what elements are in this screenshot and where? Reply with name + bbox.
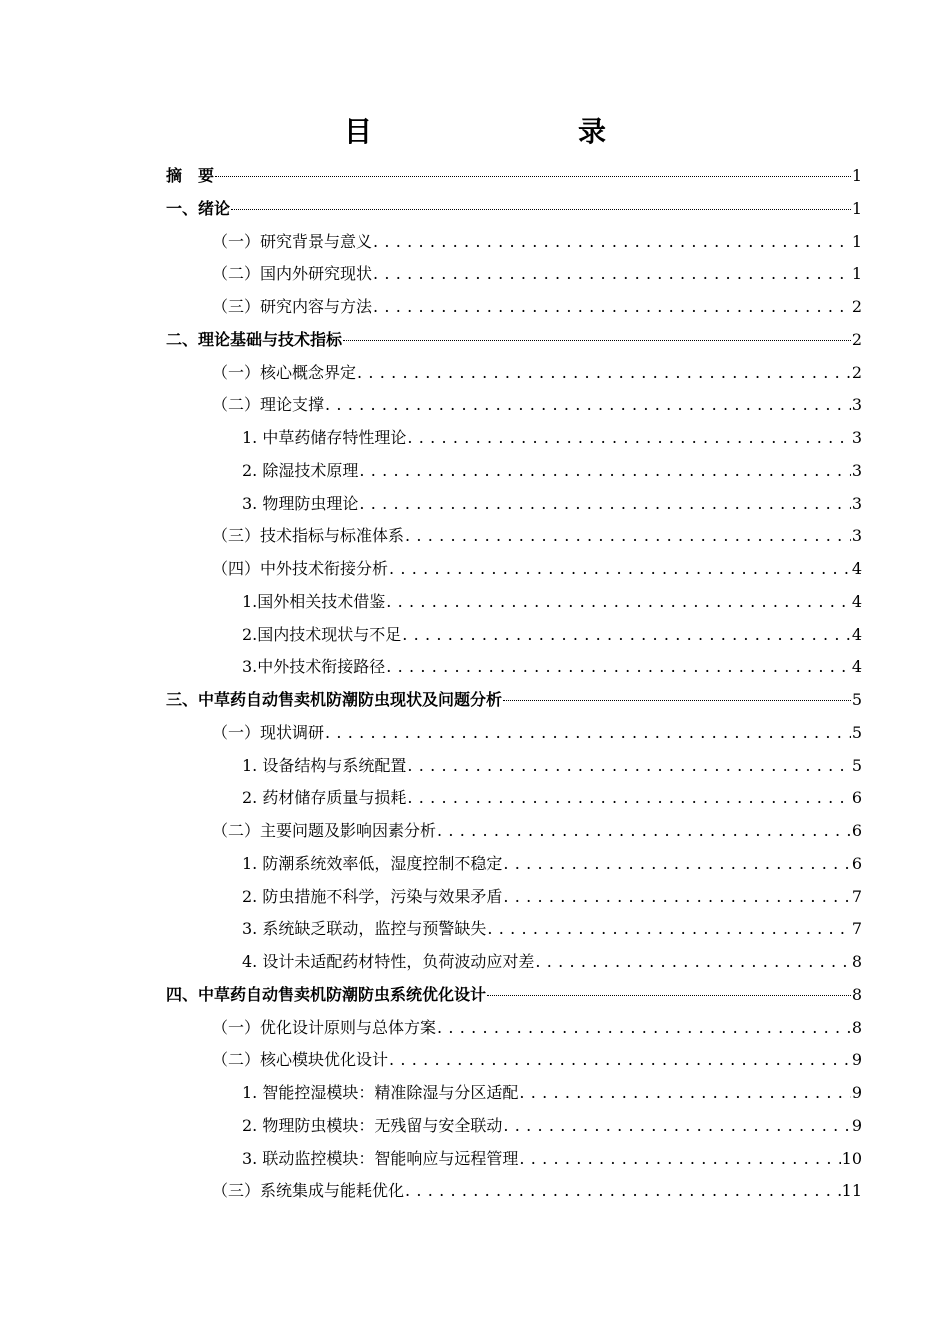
toc-entry-label: （一）优化设计原则与总体方案 [212, 1017, 437, 1037]
toc-entry[interactable] [166, 1044, 862, 1077]
toc-page-number: 8 [851, 984, 862, 1004]
toc-entry[interactable] [166, 324, 862, 357]
toc-entry-label: 4. 设计未适配药材特性，负荷波动应对差 [242, 952, 535, 971]
toc-entry-label: （一）研究背景与意义 [212, 231, 373, 251]
toc-entry-label: （四）中外技术衔接分析 [212, 559, 389, 578]
toc-entry-label: （二）主要问题及影响因素分析 [212, 821, 437, 840]
toc-entry[interactable] [166, 651, 862, 684]
toc-dot-leader [503, 699, 851, 701]
toc-dot-leader [389, 553, 851, 586]
toc-page-number: 8 [851, 1017, 862, 1037]
toc-page-number: 3 [851, 395, 862, 415]
toc-dot-leader [231, 208, 851, 210]
toc-dot-leader [519, 1143, 840, 1176]
toc-entry-label: 1.国外相关技术借鉴 [242, 591, 386, 611]
toc-entry[interactable] [166, 619, 862, 652]
toc-dot-leader [386, 586, 851, 619]
toc-dot-leader [357, 357, 851, 390]
toc-entry-label: 2. 防虫措施不科学，污染与效果矛盾 [242, 886, 503, 906]
toc-entry[interactable] [166, 291, 862, 324]
toc-page-number: 4 [851, 591, 862, 611]
toc-dot-leader [325, 389, 851, 422]
toc-page-number: 3 [851, 428, 862, 447]
toc-dot-leader [405, 1175, 841, 1208]
toc-entry[interactable] [166, 1143, 862, 1176]
toc-entry-label: （二）核心模块优化设计 [212, 1050, 389, 1070]
toc-page-number: 11 [841, 1181, 862, 1201]
toc-page-number: 2 [851, 362, 862, 382]
toc-entry-label: 2.国内技术现状与不足 [242, 624, 402, 644]
toc-entry[interactable] [166, 1077, 862, 1110]
toc-dot-leader [407, 782, 850, 815]
toc-dot-leader [487, 913, 850, 946]
toc-entry[interactable] [166, 586, 862, 619]
toc-page-number: 4 [851, 559, 862, 578]
toc-page-number: 1 [851, 264, 862, 284]
toc-entry[interactable] [166, 1012, 862, 1045]
toc-entry-label: （二）国内外研究现状 [212, 264, 373, 284]
toc-dot-leader [386, 651, 851, 684]
toc-page-number: 4 [851, 624, 862, 644]
toc-page-number: 3 [851, 460, 862, 480]
toc-entry[interactable] [166, 1175, 862, 1208]
toc-page-number: 5 [851, 755, 862, 775]
toc-page-number: 10 [841, 1148, 862, 1168]
toc-dot-leader [373, 258, 851, 291]
toc-page-number: 9 [851, 1115, 862, 1135]
toc-entry-label: 3. 物理防虫理论 [242, 493, 359, 513]
toc-dot-leader [437, 1012, 851, 1045]
toc-entry-label: （一）核心概念界定 [212, 362, 357, 382]
toc-page-number: 1 [851, 198, 862, 218]
toc-page-number: 9 [851, 1083, 862, 1102]
toc-title: 目 录 [343, 115, 656, 148]
toc-page-number: 5 [851, 690, 862, 709]
toc-entry-label: （三）技术指标与标准体系 [212, 526, 405, 546]
toc-entry-label: 三、中草药自动售卖机防潮防虫现状及问题分析 [166, 690, 503, 709]
toc-page-number: 2 [851, 297, 862, 316]
toc-entry-label: 摘 要 [166, 166, 215, 185]
toc-entry-label: 3.中外技术衔接路径 [242, 657, 386, 677]
toc-entry-label: 3. 联动监控模块：智能响应与远程管理 [242, 1148, 519, 1168]
toc-dot-leader [325, 717, 851, 750]
toc-entry[interactable] [166, 1110, 862, 1143]
toc-dot-leader [359, 488, 850, 521]
toc-page-number: 4 [851, 657, 862, 677]
toc-entry[interactable] [166, 389, 862, 422]
toc-dot-leader [359, 455, 850, 488]
toc-page-number: 6 [851, 853, 862, 873]
toc-page-number: 1 [851, 166, 862, 185]
toc-entry[interactable] [166, 160, 862, 193]
toc-entry[interactable] [166, 782, 862, 815]
toc-dot-leader [519, 1077, 850, 1110]
toc-dot-leader [503, 1110, 850, 1143]
toc-dot-leader [402, 619, 851, 652]
toc-dot-leader [405, 520, 851, 553]
toc-entry[interactable] [166, 193, 862, 226]
toc-entry[interactable] [166, 553, 862, 586]
toc-entry[interactable] [166, 422, 862, 455]
toc-dot-leader [389, 1044, 851, 1077]
toc-entry-label: 1. 中草药储存特性理论 [242, 428, 407, 447]
toc-entry[interactable] [166, 455, 862, 488]
toc-dot-leader [437, 815, 851, 848]
toc-entry[interactable] [166, 750, 862, 783]
toc-entry[interactable] [166, 979, 862, 1012]
toc-entry[interactable] [166, 520, 862, 553]
toc-entry-label: 3. 系统缺乏联动，监控与预警缺失 [242, 919, 487, 939]
toc-entry[interactable] [166, 717, 862, 750]
toc-entry[interactable] [166, 946, 862, 979]
toc-entry[interactable] [166, 913, 862, 946]
toc-page-number: 7 [851, 886, 862, 906]
toc-entry-label: 2. 除湿技术原理 [242, 460, 359, 480]
toc-dot-leader [407, 422, 850, 455]
toc-entry[interactable] [166, 258, 862, 291]
toc-entry[interactable] [166, 815, 862, 848]
toc-entry-label: （三）研究内容与方法 [212, 297, 373, 316]
toc-entry[interactable] [166, 488, 862, 521]
toc-list [166, 160, 862, 1208]
toc-entry-label: 二、理论基础与技术指标 [166, 329, 343, 349]
toc-entry-label: （一）现状调研 [212, 722, 325, 742]
toc-page-number: 1 [851, 231, 862, 251]
toc-entry[interactable] [166, 226, 862, 259]
toc-entry-label: （二）理论支撑 [212, 395, 325, 415]
toc-entry-label: 四、中草药自动售卖机防潮防虫系统优化设计 [166, 984, 487, 1004]
toc-page-number: 7 [851, 919, 862, 939]
toc-dot-leader [407, 750, 850, 783]
toc-entry[interactable] [166, 357, 862, 390]
toc-dot-leader [373, 226, 851, 259]
toc-entry-label: 一、绪论 [166, 198, 231, 218]
toc-entry[interactable] [166, 848, 862, 881]
toc-dot-leader [373, 291, 851, 324]
toc-page-number: 6 [851, 788, 862, 808]
toc-dot-leader [503, 848, 850, 881]
toc-entry-label: 1. 设备结构与系统配置 [242, 755, 407, 775]
toc-entry-label: 1. 防潮系统效率低，湿度控制不稳定 [242, 853, 503, 873]
toc-page-number: 9 [851, 1050, 862, 1070]
toc-entry-label: （三）系统集成与能耗优化 [212, 1181, 405, 1201]
toc-dot-leader [535, 946, 850, 979]
toc-page-number: 2 [851, 329, 862, 349]
toc-entry-label: 2. 物理防虫模块：无残留与安全联动 [242, 1115, 503, 1135]
toc-page-number: 5 [851, 722, 862, 742]
toc-page-number: 3 [851, 526, 862, 546]
toc-dot-leader [215, 175, 851, 177]
toc-page-number: 3 [851, 493, 862, 513]
toc-page-number: 8 [851, 952, 862, 971]
toc-dot-leader [343, 339, 851, 341]
toc-page-number: 6 [851, 821, 862, 840]
toc-entry[interactable] [166, 881, 862, 914]
toc-dot-leader [487, 994, 851, 996]
toc-entry-label: 1. 智能控湿模块：精准除湿与分区适配 [242, 1083, 519, 1102]
toc-entry-label: 2. 药材储存质量与损耗 [242, 788, 407, 808]
toc-entry[interactable] [166, 684, 862, 717]
toc-dot-leader [503, 881, 850, 914]
